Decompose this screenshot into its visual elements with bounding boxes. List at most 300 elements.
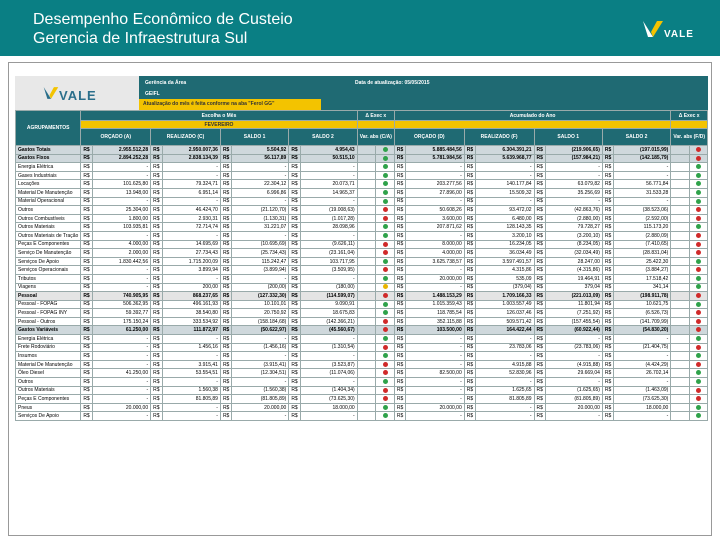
- status-dot-icon: [383, 216, 388, 221]
- currency-cell: R$: [602, 163, 613, 172]
- currency-cell: R$: [394, 171, 405, 180]
- currency-cell: R$: [464, 352, 475, 361]
- value-cell: 2.955.512,28: [92, 146, 150, 155]
- value-cell: -: [406, 395, 464, 404]
- value-cell: (50.622,97): [232, 326, 289, 335]
- status-indicator: [689, 352, 707, 361]
- currency-cell: R$: [394, 223, 405, 232]
- currency-cell: R$: [81, 180, 92, 189]
- currency-cell: R$: [602, 360, 613, 369]
- currency-cell: R$: [394, 214, 405, 223]
- var-cell: [357, 309, 376, 318]
- currency-cell: R$: [81, 154, 92, 163]
- currency-cell: R$: [81, 343, 92, 352]
- value-cell: 10.621,75: [614, 300, 671, 309]
- var-cell: [671, 274, 689, 283]
- status-indicator: [689, 317, 707, 326]
- value-cell: -: [614, 352, 671, 361]
- currency-cell: R$: [151, 197, 162, 206]
- currency-cell: R$: [289, 292, 300, 301]
- currency-cell: R$: [151, 154, 162, 163]
- value-cell: (157.455,54): [545, 317, 602, 326]
- status-indicator: [376, 223, 395, 232]
- var-cell: [357, 180, 376, 189]
- value-cell: -: [162, 163, 220, 172]
- value-cell: (21.404,75): [614, 343, 671, 352]
- currency-cell: R$: [602, 274, 613, 283]
- value-cell: -: [545, 352, 602, 361]
- value-cell: 2.950.007,36: [162, 146, 220, 155]
- var-cell: [671, 163, 689, 172]
- table-row: [16, 240, 708, 249]
- spreadsheet-image: [8, 62, 712, 536]
- currency-cell: R$: [394, 317, 405, 326]
- currency-cell: R$: [151, 386, 162, 395]
- currency-cell: R$: [151, 274, 162, 283]
- value-cell: (1.456,16): [232, 343, 289, 352]
- var-cell: [671, 317, 689, 326]
- row-label: Outros Materiais: [16, 386, 81, 395]
- value-cell: 1.800,00: [92, 214, 150, 223]
- value-cell: 35.256,69: [545, 188, 602, 197]
- value-cell: -: [92, 412, 150, 421]
- var-cell: [357, 283, 376, 292]
- table-row: [16, 360, 708, 369]
- status-indicator: [689, 266, 707, 275]
- currency-cell: R$: [394, 403, 405, 412]
- value-cell: -: [92, 163, 150, 172]
- currency-cell: R$: [289, 309, 300, 318]
- value-cell: 25.422,30: [614, 257, 671, 266]
- currency-cell: R$: [602, 171, 613, 180]
- value-cell: -: [545, 197, 602, 206]
- status-indicator: [376, 188, 395, 197]
- var-cell: [671, 266, 689, 275]
- status-dot-icon: [696, 327, 701, 332]
- row-label: Pessoal - Outros: [16, 317, 81, 326]
- exec-month: Exec x: [370, 112, 387, 119]
- currency-cell: R$: [220, 283, 231, 292]
- value-cell: -: [92, 274, 150, 283]
- value-cell: 203.277,56: [406, 180, 464, 189]
- currency-cell: R$: [464, 154, 475, 163]
- value-cell: (3.915,41): [232, 360, 289, 369]
- row-label: Outros Materiais: [16, 223, 81, 232]
- status-dot-icon: [383, 181, 388, 186]
- value-cell: (4.315,86): [545, 266, 602, 275]
- currency-cell: R$: [464, 309, 475, 318]
- currency-cell: R$: [81, 335, 92, 344]
- value-cell: -: [406, 283, 464, 292]
- value-cell: 1.715.200,09: [162, 257, 220, 266]
- value-cell: 740.905,95: [92, 292, 150, 301]
- currency-cell: R$: [534, 317, 545, 326]
- value-cell: 1.625,65: [476, 386, 534, 395]
- value-cell: -: [406, 378, 464, 387]
- currency-cell: R$: [464, 360, 475, 369]
- currency-cell: R$: [220, 257, 231, 266]
- status-dot-icon: [696, 207, 701, 212]
- value-cell: 200,00: [162, 283, 220, 292]
- value-cell: 81.805,89: [476, 395, 534, 404]
- status-indicator: [376, 146, 395, 155]
- currency-cell: R$: [151, 343, 162, 352]
- currency-cell: R$: [464, 386, 475, 395]
- currency-cell: R$: [464, 274, 475, 283]
- delta-month: [357, 111, 394, 121]
- status-indicator: [376, 412, 395, 421]
- currency-cell: R$: [151, 326, 162, 335]
- value-cell: -: [406, 171, 464, 180]
- status-dot-icon: [383, 327, 388, 332]
- status-dot-icon: [383, 276, 388, 281]
- row-label: Serviço De Manutenção: [16, 249, 81, 258]
- status-dot-icon: [696, 379, 701, 384]
- vale-logo: [642, 18, 704, 48]
- currency-cell: R$: [534, 180, 545, 189]
- table-row: [16, 274, 708, 283]
- table-row: [16, 266, 708, 275]
- status-indicator: [376, 249, 395, 258]
- status-dot-icon: [696, 336, 701, 341]
- currency-cell: R$: [81, 317, 92, 326]
- value-cell: 111.872,97: [162, 326, 220, 335]
- value-cell: -: [406, 412, 464, 421]
- col-header-1: ORÇADO (A): [81, 129, 151, 146]
- status-indicator: [689, 309, 707, 318]
- status-indicator: [689, 292, 707, 301]
- value-cell: 8.000,00: [406, 240, 464, 249]
- value-cell: 53.554,51: [162, 369, 220, 378]
- table-row: [16, 335, 708, 344]
- value-cell: (19.008,63): [300, 206, 357, 215]
- value-cell: -: [162, 171, 220, 180]
- currency-cell: R$: [151, 257, 162, 266]
- row-label: Material De Manutenção: [16, 360, 81, 369]
- row-label: Frete Rodoviário: [16, 343, 81, 352]
- var-cell: [671, 146, 689, 155]
- var-cell: [671, 206, 689, 215]
- month-select[interactable]: FEVEREIRO: [81, 121, 357, 129]
- currency-cell: R$: [534, 249, 545, 258]
- currency-cell: R$: [464, 146, 475, 155]
- status-indicator: [689, 249, 707, 258]
- var-cell: [357, 197, 376, 206]
- sheet-logo-text: VALE: [59, 88, 97, 103]
- currency-cell: R$: [534, 309, 545, 318]
- status-dot-icon: [696, 147, 701, 152]
- value-cell: 15.509,32: [476, 188, 534, 197]
- value-cell: (3.899,94): [232, 266, 289, 275]
- value-cell: (45.560,67): [300, 326, 357, 335]
- status-indicator: [689, 223, 707, 232]
- var-cell: [357, 369, 376, 378]
- currency-cell: R$: [81, 369, 92, 378]
- status-dot-icon: [696, 362, 701, 367]
- value-cell: 868.237,65: [162, 292, 220, 301]
- value-cell: 41.250,00: [92, 369, 150, 378]
- currency-cell: R$: [151, 283, 162, 292]
- currency-cell: R$: [394, 231, 405, 240]
- value-cell: (73.625,30): [614, 395, 671, 404]
- status-indicator: [689, 154, 707, 163]
- currency-cell: R$: [394, 360, 405, 369]
- status-dot-icon: [696, 267, 701, 272]
- value-cell: 103.717,95: [300, 257, 357, 266]
- value-cell: (23.783,06): [545, 343, 602, 352]
- value-cell: (3.523,87): [300, 360, 357, 369]
- status-indicator: [376, 240, 395, 249]
- currency-cell: R$: [151, 378, 162, 387]
- vale-logo-icon: [642, 18, 664, 40]
- var-cell: [357, 154, 376, 163]
- value-cell: (198.911,78): [614, 292, 671, 301]
- blank-h2: [394, 121, 670, 129]
- value-cell: 22.304,12: [232, 180, 289, 189]
- currency-cell: R$: [289, 249, 300, 258]
- row-label: Gastos Variáveis: [16, 326, 81, 335]
- status-indicator: [689, 300, 707, 309]
- status-dot-icon: [383, 173, 388, 178]
- value-cell: 1.560,38: [162, 386, 220, 395]
- currency-cell: R$: [394, 326, 405, 335]
- currency-cell: R$: [394, 240, 405, 249]
- currency-cell: R$: [602, 154, 613, 163]
- value-cell: 14.695,69: [162, 240, 220, 249]
- currency-cell: R$: [394, 266, 405, 275]
- value-cell: -: [545, 171, 602, 180]
- currency-cell: R$: [534, 412, 545, 421]
- value-cell: 1.709.166,33: [476, 292, 534, 301]
- value-cell: 6.951,14: [162, 188, 220, 197]
- var-cell: [357, 300, 376, 309]
- value-cell: (12.304,51): [232, 369, 289, 378]
- currency-cell: R$: [602, 266, 613, 275]
- currency-cell: R$: [81, 171, 92, 180]
- currency-cell: R$: [289, 274, 300, 283]
- value-cell: 3.899,94: [162, 266, 220, 275]
- value-cell: 115.242,47: [232, 257, 289, 266]
- status-dot-icon: [383, 267, 388, 272]
- cost-table: [15, 110, 708, 421]
- currency-cell: R$: [394, 257, 405, 266]
- currency-cell: R$: [602, 206, 613, 215]
- currency-cell: R$: [394, 206, 405, 215]
- currency-cell: R$: [534, 146, 545, 155]
- currency-cell: R$: [81, 386, 92, 395]
- value-cell: -: [92, 386, 150, 395]
- table-row: [16, 188, 708, 197]
- currency-cell: R$: [464, 292, 475, 301]
- value-cell: (4.915,88): [545, 360, 602, 369]
- value-cell: 5.885.484,56: [406, 146, 464, 155]
- table-row: [16, 412, 708, 421]
- value-cell: 29.669,04: [545, 369, 602, 378]
- status-dot-icon: [696, 284, 701, 289]
- currency-cell: R$: [534, 360, 545, 369]
- value-cell: -: [300, 197, 357, 206]
- currency-cell: R$: [602, 249, 613, 258]
- value-cell: -: [162, 403, 220, 412]
- row-label: Gastos Totais: [16, 146, 81, 155]
- value-cell: 3.625.738,57: [406, 257, 464, 266]
- currency-cell: R$: [220, 188, 231, 197]
- value-cell: (114.599,07): [300, 292, 357, 301]
- status-indicator: [376, 378, 395, 387]
- status-dot-icon: [696, 199, 701, 204]
- currency-cell: R$: [81, 163, 92, 172]
- value-cell: -: [232, 378, 289, 387]
- currency-cell: R$: [220, 326, 231, 335]
- value-cell: (221.013,09): [545, 292, 602, 301]
- currency-cell: R$: [289, 180, 300, 189]
- value-cell: -: [614, 412, 671, 421]
- value-cell: 6.304.391,21: [476, 146, 534, 155]
- var-cell: [671, 292, 689, 301]
- value-cell: 2.930,31: [162, 214, 220, 223]
- var-cell: [671, 188, 689, 197]
- var-cell: [357, 249, 376, 258]
- value-cell: (1.560,38): [232, 386, 289, 395]
- col-header-8: SALDO 1: [534, 129, 602, 146]
- currency-cell: R$: [464, 403, 475, 412]
- value-cell: 207.871,62: [406, 223, 464, 232]
- value-cell: (1.404,34): [300, 386, 357, 395]
- value-cell: 4.000,00: [406, 249, 464, 258]
- value-cell: 27.896,00: [406, 188, 464, 197]
- currency-cell: R$: [81, 249, 92, 258]
- currency-cell: R$: [602, 214, 613, 223]
- value-cell: 128.143,35: [476, 223, 534, 232]
- value-cell: -: [92, 335, 150, 344]
- status-indicator: [376, 300, 395, 309]
- value-cell: -: [92, 266, 150, 275]
- var-cell: [357, 266, 376, 275]
- value-cell: -: [162, 335, 220, 344]
- value-cell: 103.500,00: [406, 326, 464, 335]
- status-dot-icon: [383, 207, 388, 212]
- status-indicator: [376, 292, 395, 301]
- value-cell: 6.996,86: [232, 188, 289, 197]
- currency-cell: R$: [464, 171, 475, 180]
- status-indicator: [376, 231, 395, 240]
- sheet-info: [139, 76, 708, 110]
- currency-cell: R$: [394, 180, 405, 189]
- value-cell: 506.362,95: [92, 300, 150, 309]
- status-indicator: [376, 171, 395, 180]
- currency-cell: R$: [602, 386, 613, 395]
- currency-cell: R$: [394, 188, 405, 197]
- status-dot-icon: [696, 242, 701, 247]
- status-dot-icon: [696, 405, 701, 410]
- status-dot-icon: [383, 413, 388, 418]
- currency-cell: R$: [602, 317, 613, 326]
- status-indicator: [376, 274, 395, 283]
- currency-cell: R$: [81, 197, 92, 206]
- currency-cell: R$: [220, 266, 231, 275]
- currency-cell: R$: [81, 395, 92, 404]
- var-cell: [357, 335, 376, 344]
- currency-cell: R$: [534, 335, 545, 344]
- currency-cell: R$: [534, 214, 545, 223]
- table-row: [16, 300, 708, 309]
- currency-cell: R$: [534, 231, 545, 240]
- currency-cell: R$: [602, 343, 613, 352]
- status-dot-icon: [696, 276, 701, 281]
- value-cell: 5.639.968,77: [476, 154, 534, 163]
- exec-acum: Exec x: [683, 112, 700, 119]
- var-cell: [357, 146, 376, 155]
- currency-cell: R$: [464, 231, 475, 240]
- currency-cell: R$: [534, 369, 545, 378]
- value-cell: (142.185,79): [614, 154, 671, 163]
- currency-cell: R$: [602, 369, 613, 378]
- status-dot-icon: [383, 284, 388, 289]
- status-indicator: [689, 395, 707, 404]
- var-cell: [357, 378, 376, 387]
- status-dot-icon: [383, 259, 388, 264]
- slide-title: [33, 10, 293, 48]
- value-cell: (32.034,49): [545, 249, 602, 258]
- value-cell: -: [92, 352, 150, 361]
- currency-cell: R$: [81, 292, 92, 301]
- value-cell: (81.805,89): [232, 395, 289, 404]
- col-header-2: REALIZADO (C): [151, 129, 221, 146]
- currency-cell: R$: [289, 300, 300, 309]
- currency-cell: R$: [394, 309, 405, 318]
- col-header-7: REALIZADO (F): [464, 129, 534, 146]
- value-cell: 333.534,92: [162, 317, 220, 326]
- row-label: Pneus: [16, 403, 81, 412]
- value-cell: 496.161,93: [162, 300, 220, 309]
- currency-cell: R$: [289, 171, 300, 180]
- currency-cell: R$: [394, 412, 405, 421]
- currency-cell: R$: [289, 360, 300, 369]
- currency-cell: R$: [289, 206, 300, 215]
- currency-cell: R$: [151, 249, 162, 258]
- currency-cell: R$: [289, 231, 300, 240]
- currency-cell: R$: [151, 180, 162, 189]
- currency-cell: R$: [394, 292, 405, 301]
- var-cell: [357, 360, 376, 369]
- value-cell: -: [300, 378, 357, 387]
- currency-cell: R$: [464, 163, 475, 172]
- var-cell: [671, 395, 689, 404]
- value-cell: 2.000,00: [92, 249, 150, 258]
- currency-cell: R$: [394, 335, 405, 344]
- value-cell: (8.234,05): [545, 240, 602, 249]
- status-indicator: [689, 360, 707, 369]
- status-dot-icon: [383, 353, 388, 358]
- currency-cell: R$: [534, 171, 545, 180]
- currency-cell: R$: [534, 257, 545, 266]
- status-dot-icon: [383, 302, 388, 307]
- currency-cell: R$: [464, 206, 475, 215]
- currency-cell: R$: [289, 378, 300, 387]
- currency-cell: R$: [602, 188, 613, 197]
- value-cell: -: [232, 335, 289, 344]
- currency-cell: R$: [602, 395, 613, 404]
- currency-cell: R$: [220, 163, 231, 172]
- currency-cell: R$: [220, 335, 231, 344]
- value-cell: 5.781.984,56: [406, 154, 464, 163]
- slide-header: [0, 0, 720, 56]
- status-dot-icon: [383, 405, 388, 410]
- status-dot-icon: [383, 362, 388, 367]
- status-indicator: [376, 197, 395, 206]
- status-dot-icon: [383, 250, 388, 255]
- row-label: Outros Materiais de Tração: [16, 231, 81, 240]
